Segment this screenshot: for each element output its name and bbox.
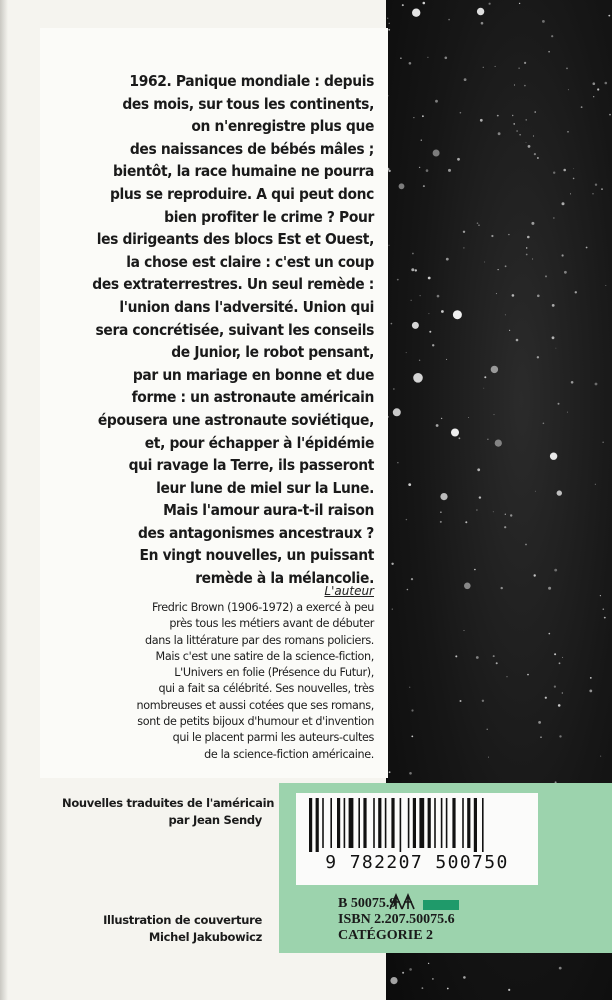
star	[543, 423, 545, 425]
star	[526, 254, 528, 256]
star	[389, 245, 390, 246]
barcode-bar	[316, 798, 319, 852]
barcode-bar	[428, 798, 431, 848]
star	[423, 185, 425, 187]
barcode-digits: 9 782207 500750	[325, 852, 509, 873]
star	[516, 339, 519, 342]
blurb-line: plus se reproduire. A qui peut donc	[109, 184, 374, 203]
star	[411, 709, 413, 711]
star	[393, 408, 401, 416]
star	[391, 323, 393, 325]
star	[428, 313, 429, 314]
star	[440, 512, 441, 513]
star	[432, 344, 434, 346]
star	[504, 526, 506, 528]
star	[388, 29, 390, 31]
star	[592, 193, 593, 194]
author-bio-line: qui a fait sa célébrité. Ses nouvelles, très	[158, 682, 374, 696]
star	[524, 85, 526, 87]
star	[564, 271, 567, 274]
star	[534, 153, 536, 155]
star	[525, 544, 527, 546]
star	[420, 295, 421, 296]
star	[409, 968, 412, 971]
star	[451, 429, 459, 437]
star	[419, 167, 420, 168]
star	[411, 300, 412, 301]
star	[496, 293, 497, 294]
star	[508, 234, 509, 235]
star	[526, 142, 527, 143]
star	[406, 352, 407, 353]
author-bio-line: Fredric Brown (1906-1972) a exercé à peu	[152, 601, 374, 614]
barcode-bar	[385, 798, 387, 848]
star	[448, 169, 451, 172]
spine-shadow	[0, 0, 8, 1000]
star	[563, 169, 566, 172]
star	[509, 330, 510, 331]
blurb-line: la chose est claire : c'est un coup	[126, 252, 374, 271]
barcode-bar	[467, 798, 470, 848]
star	[497, 115, 499, 117]
star	[554, 653, 556, 655]
star	[540, 737, 541, 738]
author-bio	[120, 600, 374, 763]
star	[479, 496, 481, 498]
star	[553, 172, 555, 174]
star	[534, 111, 536, 113]
star	[463, 231, 465, 233]
author-bio-line: près tous les métiers avant de débuter	[169, 617, 374, 631]
star	[491, 366, 498, 373]
star	[411, 268, 414, 271]
star	[491, 235, 493, 237]
barcode-bar	[441, 798, 443, 848]
star	[571, 381, 574, 384]
star	[526, 247, 527, 248]
star	[600, 756, 601, 757]
star	[568, 89, 569, 90]
barcode-bar	[400, 798, 402, 852]
barcode-bar	[474, 798, 477, 852]
star	[496, 662, 498, 664]
barcode-bar	[309, 798, 312, 852]
star	[528, 145, 531, 148]
blurb-line: par un mariage en bonne et due	[132, 365, 374, 384]
star	[489, 3, 491, 5]
star	[498, 269, 499, 270]
star	[399, 183, 405, 189]
star	[413, 373, 423, 383]
star	[532, 259, 533, 260]
star	[412, 9, 420, 17]
star	[465, 521, 467, 523]
star	[553, 217, 554, 218]
author-bio-line: Mais c'est une satire de la science-fiction,	[155, 649, 374, 663]
star	[482, 700, 484, 702]
blurb-line: des extraterrestres. Un seul remède :	[92, 275, 374, 294]
star	[589, 690, 592, 693]
star	[412, 322, 419, 329]
star	[609, 114, 611, 116]
barcode-bar	[358, 798, 360, 848]
star	[605, 285, 606, 286]
star	[554, 686, 556, 688]
star	[562, 254, 564, 256]
blurb-line: l'union dans l'adversité. Union qui	[119, 297, 374, 316]
star	[441, 418, 442, 419]
star	[507, 676, 508, 677]
blurb-line: des mois, sur tous les continents,	[122, 94, 374, 113]
star	[421, 140, 422, 141]
star	[468, 417, 469, 418]
blurb-line: de Junior, le robot pensant,	[171, 343, 374, 362]
barcode-bar	[482, 798, 484, 852]
barcode-bar	[363, 798, 366, 848]
star	[505, 514, 506, 515]
author-bio-line: sont de petits bijoux d'humour et d'invention	[137, 715, 374, 729]
star	[411, 578, 413, 580]
barcode-bar	[413, 798, 416, 848]
star	[552, 336, 555, 339]
star	[537, 356, 539, 358]
star	[545, 275, 547, 277]
star	[570, 193, 571, 194]
star	[516, 130, 518, 132]
star	[550, 453, 557, 460]
book-codes	[338, 896, 455, 944]
star	[390, 977, 397, 984]
translation-credit-line: Nouvelles traduites de l'américain	[62, 796, 275, 810]
star	[441, 310, 444, 313]
star	[527, 236, 530, 239]
blurb-line: bien profiter le crime ? Pour	[164, 207, 374, 226]
star	[391, 563, 393, 565]
star	[460, 112, 462, 114]
star	[575, 291, 577, 293]
star	[514, 84, 515, 85]
star	[484, 376, 486, 378]
star	[478, 224, 480, 226]
blurb-line: 1962. Panique mondiale : depuis	[129, 72, 374, 90]
star	[440, 493, 447, 500]
star	[400, 57, 402, 59]
star	[389, 23, 390, 24]
star	[477, 468, 480, 471]
barcode	[303, 798, 531, 852]
star	[428, 277, 431, 280]
star	[464, 630, 465, 631]
star	[554, 569, 557, 572]
star	[524, 62, 526, 64]
star	[590, 677, 592, 679]
star	[557, 490, 562, 495]
translation-credit-line: par Jean Sendy	[168, 813, 262, 827]
star	[422, 115, 424, 117]
star	[519, 134, 520, 135]
star	[518, 68, 519, 69]
star	[447, 988, 449, 990]
star	[453, 310, 462, 319]
star	[392, 609, 393, 610]
translation-credit	[62, 795, 275, 829]
star	[464, 583, 471, 590]
star	[474, 569, 476, 571]
star	[535, 491, 536, 492]
star	[505, 315, 506, 316]
star	[464, 78, 467, 81]
star	[483, 388, 484, 389]
star	[508, 989, 510, 991]
star	[559, 735, 561, 737]
star	[537, 157, 539, 159]
blurb-line: des antagonismes ancestraux ?	[137, 523, 374, 542]
star	[455, 655, 457, 657]
star	[481, 22, 484, 25]
star	[604, 617, 606, 619]
star	[408, 483, 411, 486]
star	[542, 20, 545, 23]
star	[562, 692, 563, 693]
barcode-bar	[330, 798, 332, 848]
blurb-line: on n'enregistre plus que	[191, 117, 374, 136]
star	[600, 595, 601, 596]
blurb-line: et, pour échapper à l'épidémie	[144, 433, 374, 452]
star	[558, 403, 560, 405]
barcode-bar	[349, 798, 354, 848]
author-bio-line: de la science-fiction américaine.	[204, 747, 374, 761]
star	[573, 178, 575, 180]
star	[512, 115, 513, 116]
star	[446, 359, 447, 360]
blurb-line: épousera une astronaute soviétique,	[97, 410, 374, 429]
star	[512, 294, 515, 297]
star	[419, 360, 420, 361]
star	[552, 304, 555, 307]
star	[548, 51, 550, 53]
barcode-bar	[373, 798, 375, 848]
author-bio-line: L'Univers en folie (Présence du Futur),	[174, 666, 374, 680]
barcode-bar	[419, 798, 424, 848]
star	[573, 168, 574, 169]
star	[488, 757, 489, 758]
star	[487, 729, 488, 730]
star	[423, 2, 426, 5]
star	[476, 656, 479, 659]
blurb-line: remède à la mélancolie.	[195, 569, 374, 588]
author-bio-line: nombreuses et aussi cotées que ses romans,	[136, 698, 374, 712]
barcode-bar	[344, 798, 346, 848]
star	[593, 82, 596, 85]
star	[389, 771, 391, 773]
star	[526, 119, 527, 120]
star	[448, 19, 450, 21]
blurb-line: En vingt nouvelles, un puissant	[139, 546, 374, 565]
star	[463, 976, 466, 979]
star	[460, 700, 462, 702]
star	[603, 442, 604, 443]
star	[427, 57, 428, 58]
star	[495, 440, 502, 447]
star	[433, 150, 440, 157]
star	[406, 519, 407, 520]
star	[538, 721, 541, 724]
star	[409, 772, 412, 775]
star	[413, 117, 414, 118]
star	[409, 687, 410, 688]
star	[457, 158, 460, 161]
star	[527, 674, 529, 676]
star	[480, 119, 483, 122]
star	[463, 247, 464, 248]
illustration-credit	[62, 912, 262, 946]
star	[494, 414, 495, 415]
barcode-bar	[391, 798, 394, 848]
illustration-credit-line: Michel Jakubowicz	[148, 930, 262, 944]
blurb-line: qui ravage la Terre, ils passeront	[128, 456, 374, 475]
star	[513, 123, 515, 125]
star	[477, 8, 484, 15]
star	[593, 96, 594, 97]
star	[603, 608, 605, 610]
star	[402, 972, 404, 974]
blurb-line: Mais l'amour aura-t-il raison	[163, 501, 374, 520]
barcode-bar	[322, 798, 324, 848]
star	[484, 262, 485, 263]
star	[498, 132, 501, 135]
star	[411, 736, 413, 738]
star	[435, 100, 438, 103]
star	[545, 697, 547, 699]
blurb-line: bientôt, la race humaine ne pourra	[113, 162, 374, 181]
star	[446, 258, 449, 261]
barcode-bar	[446, 798, 448, 848]
star	[393, 388, 394, 389]
barcode-bar	[378, 798, 381, 848]
star	[562, 657, 563, 658]
star	[548, 587, 551, 590]
star	[501, 587, 503, 589]
star	[487, 439, 488, 440]
star	[537, 295, 540, 298]
star	[558, 704, 561, 707]
blurb-line: les dirigeants des blocs Est et Ouest,	[96, 230, 374, 249]
star	[428, 963, 429, 964]
star	[597, 88, 599, 90]
barcode-bar	[408, 798, 410, 848]
blurb-line: sera concrétisée, suivant les conseils	[95, 320, 374, 339]
star	[407, 589, 409, 591]
star	[556, 348, 557, 349]
author-bio-line: dans la littérature par des romans policiers.	[145, 633, 374, 647]
star	[605, 82, 608, 85]
barcode-bar	[452, 798, 455, 848]
star	[397, 462, 398, 463]
author-heading: L'auteur	[324, 584, 374, 598]
star	[566, 68, 568, 70]
star	[440, 521, 442, 523]
isbn-code: ISBN 2.207.50075.6	[338, 912, 455, 927]
star	[445, 57, 448, 60]
star	[559, 662, 561, 664]
star	[415, 269, 417, 271]
star	[608, 15, 610, 17]
star	[476, 509, 478, 511]
star	[601, 188, 603, 190]
star	[426, 169, 429, 172]
star	[493, 655, 495, 657]
star	[437, 295, 440, 298]
star	[519, 3, 520, 4]
star	[493, 511, 494, 512]
star	[551, 35, 553, 37]
star	[567, 131, 569, 133]
star	[409, 62, 412, 65]
star	[436, 424, 439, 427]
star	[495, 66, 496, 67]
star	[595, 184, 597, 186]
star	[586, 247, 588, 249]
category-code: CATÉGORIE 2	[338, 928, 434, 943]
star	[432, 978, 434, 980]
star	[567, 412, 568, 413]
star	[477, 222, 479, 224]
star	[562, 202, 565, 205]
barcode-bar	[337, 798, 340, 848]
star	[459, 437, 461, 439]
star	[422, 987, 424, 989]
star	[559, 967, 562, 970]
blurb-text	[64, 70, 374, 590]
star	[387, 18, 388, 19]
star	[549, 633, 551, 635]
star	[412, 253, 414, 255]
star	[533, 135, 534, 136]
star	[531, 222, 534, 225]
blurb-line: forme : un astronaute américain	[131, 388, 374, 407]
star	[510, 514, 512, 516]
star	[595, 484, 596, 485]
star	[595, 383, 598, 386]
star	[505, 265, 507, 267]
star	[429, 331, 431, 333]
blurb-line: leur lune de miel sur la Lune.	[156, 478, 374, 497]
star	[581, 106, 583, 108]
author-bio-line: qui le placent parmi les auteurs-cultes	[172, 731, 374, 745]
blurb-line: des naissances de bébés mâles ;	[129, 139, 374, 158]
star	[483, 67, 484, 68]
barcode-bar	[462, 798, 464, 848]
barcode-bar	[434, 798, 436, 848]
star	[402, 4, 404, 6]
reference-code: B 50075.9	[338, 896, 397, 911]
illustration-credit-line: Illustration de couverture	[103, 913, 262, 927]
star	[534, 574, 536, 576]
star	[397, 279, 399, 281]
